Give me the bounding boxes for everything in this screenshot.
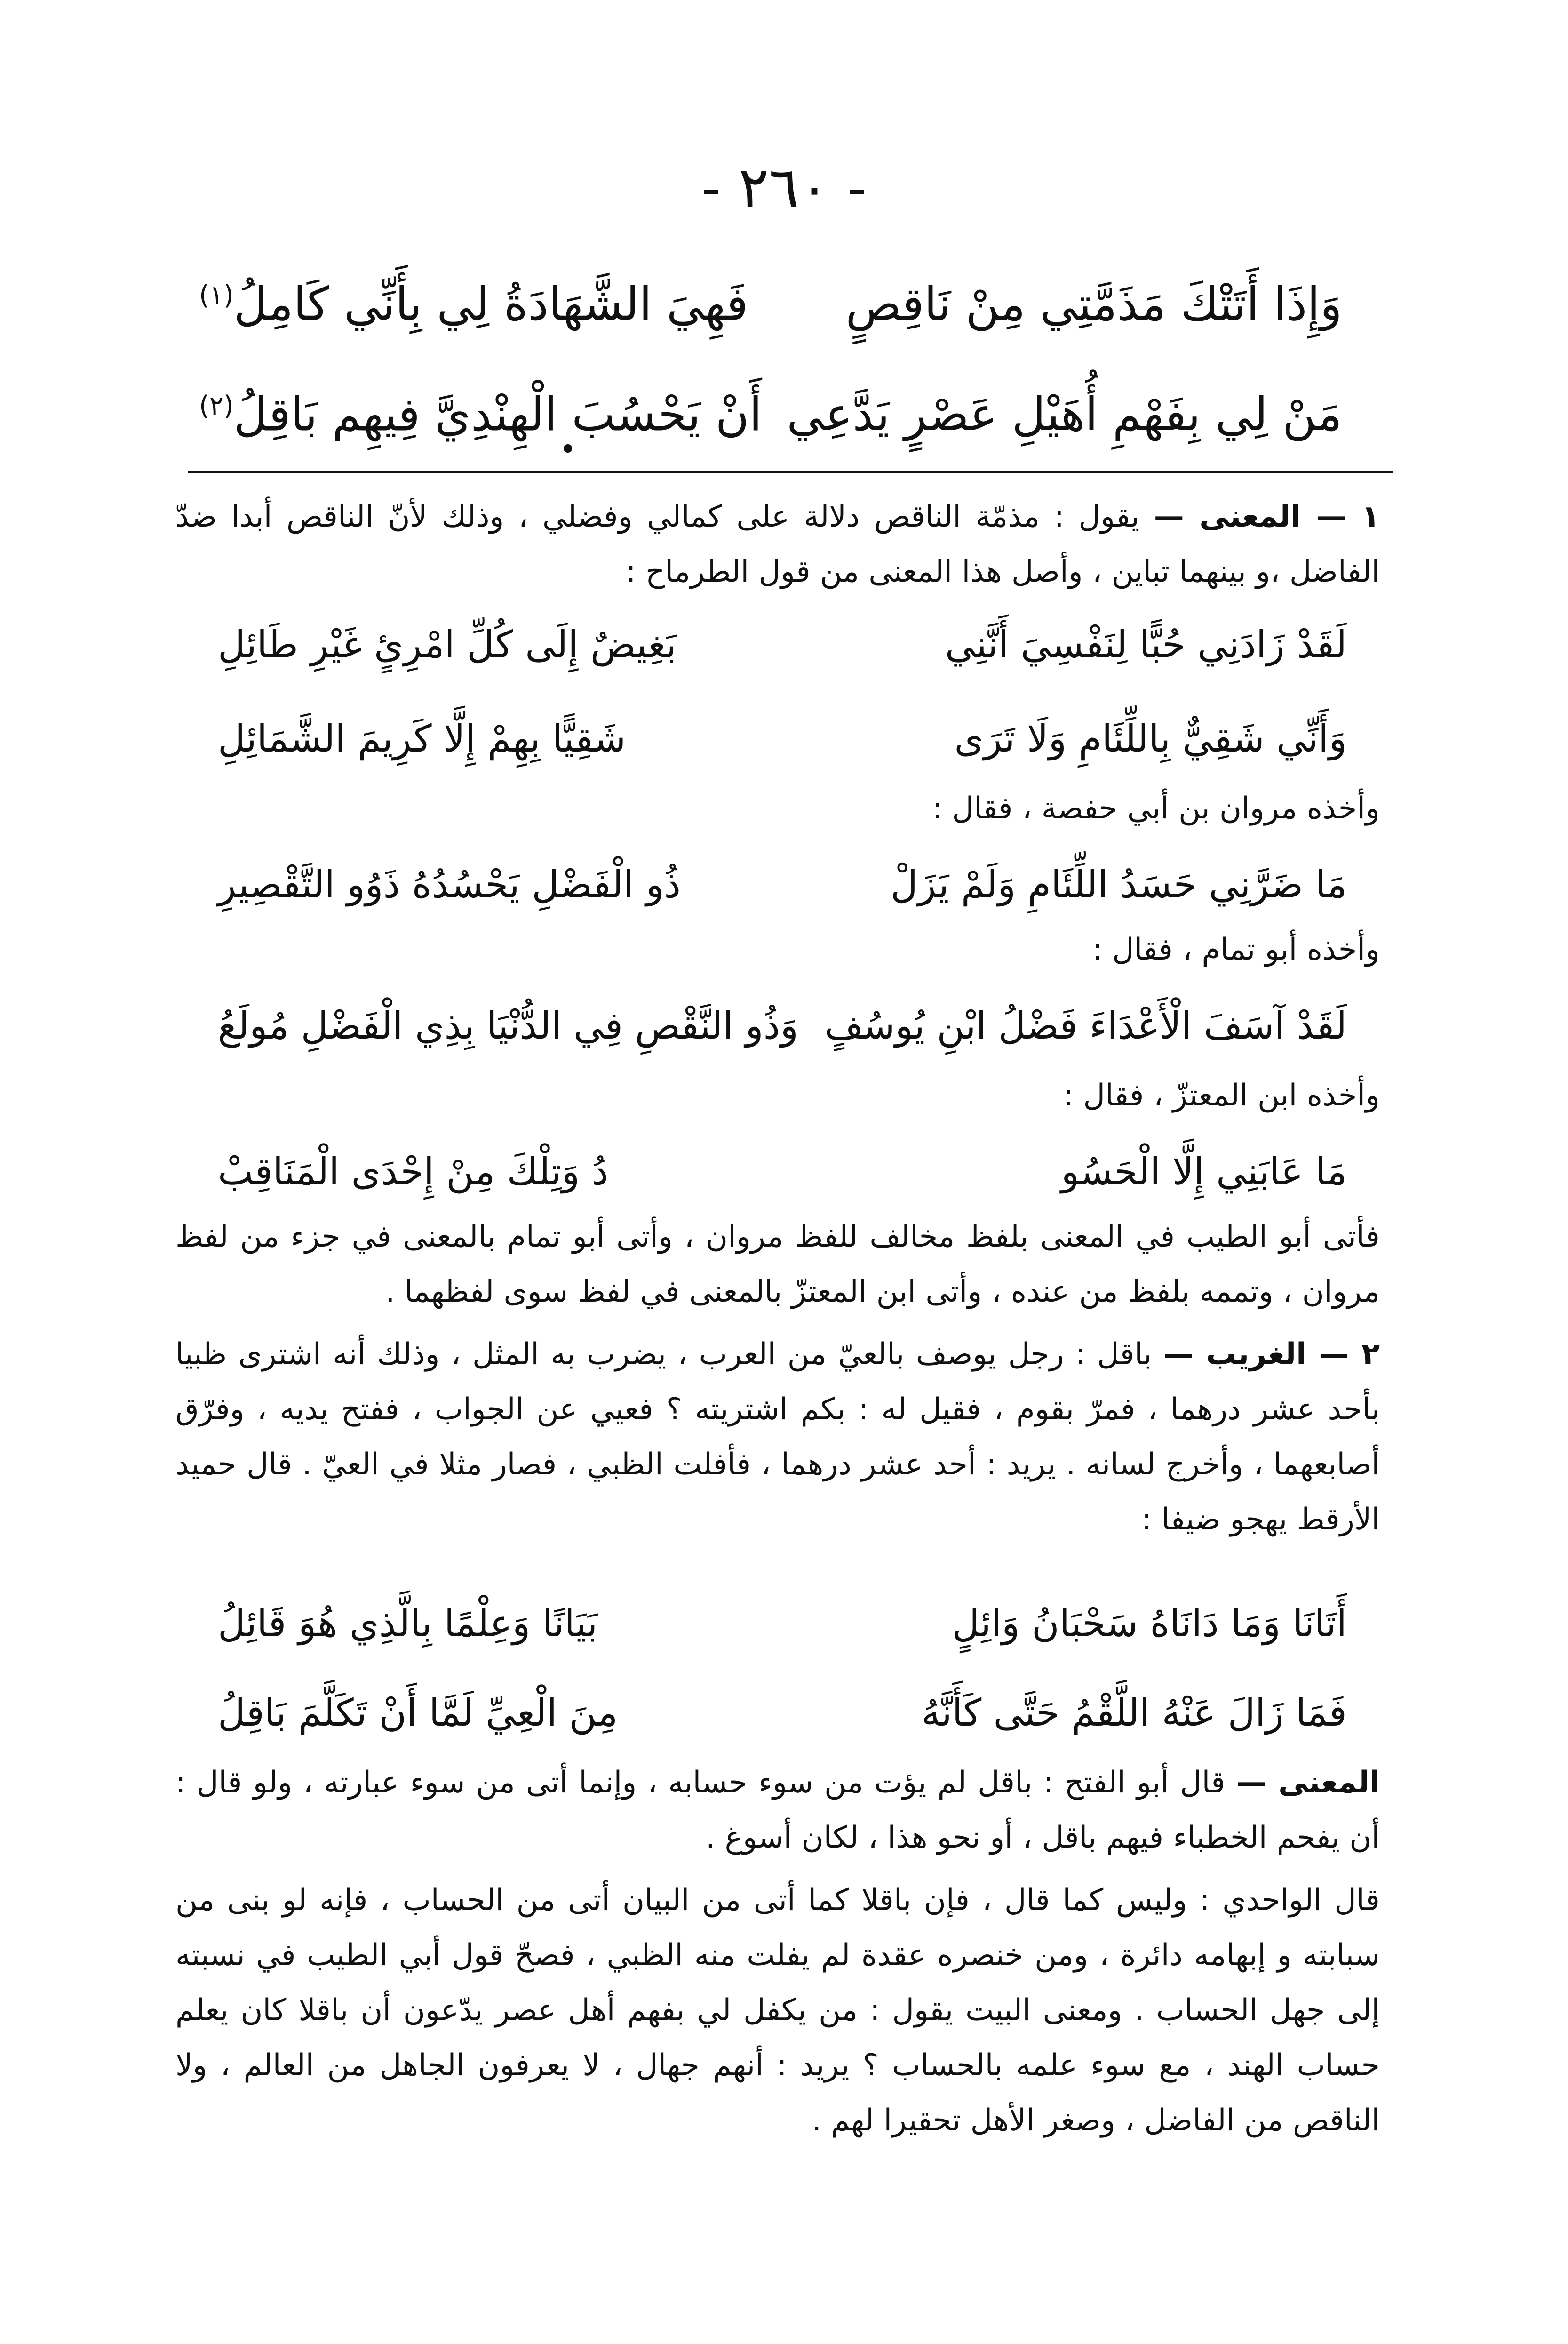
verse-hemistich-second [199, 245, 748, 355]
verse-hemistich-second: بَيَانًا وَعِلْمًا بِالَّذِي هُوَ قَائِلُ [218, 1601, 598, 1645]
footnote-1-lead: ١ — المعنى — [1154, 499, 1380, 534]
comparison-paragraph: فأتى أبو الطيب في المعنى بلفظ مخالف للفظ مروان ، وأتى أبو تمام بالمعنى في جزء من لفظ مروان ، وتممه بلفظ من عنده ، وأتى ابن المعتزّ بالمعنى في لفظ سوى لفظهما . [175, 1219, 1380, 1309]
verse-hemistich-second: دُ وَتِلْكَ مِنْ إِحْدَى الْمَنَاقِبْ [218, 1150, 609, 1193]
humayd-verse-1 [218, 1586, 1347, 1661]
verse-hemistich-first: لَقَدْ آسَفَ الْأَعْدَاءَ فَضْلُ ابْنِ يُوسُفٍ [824, 1004, 1347, 1048]
meaning-paragraph [175, 1755, 1380, 1865]
verse-hemistich-second: وَذُو النَّقْصِ فِي الدُّنْيَا بِذِي الْفَضْلِ مُولَعُ [218, 1004, 799, 1048]
meaning-text: قال أبو الفتح : باقل لم يؤت من سوء حسابه ، وإنما أتى من سوء عبارته ، ولو قال : أن يفحم الخطباء فيهم باقل ، أو نحو هذا ، لكان أسوغ . [175, 1765, 1380, 1855]
ibnmutazz-intro: وأخذه ابن المعتزّ ، فقال : [1063, 1078, 1380, 1113]
verse-hemistich-second: ذُو الْفَضْلِ يَحْسُدُهُ ذَوُو التَّقْصِيرِ [218, 863, 681, 906]
tirimmah-verse-1 [218, 607, 1347, 682]
verse-hemistich-first: مَنْ لِي بِفَهْمِ أُهَيْلِ عَصْرٍ يَدَّعِي [787, 388, 1342, 442]
footnote-marker-2: (٢) [199, 390, 234, 421]
footnote-divider [188, 471, 1393, 473]
verse-hemistich-second: شَقِيًّا بِهِمْ إِلَّا كَرِيمَ الشَّمَائِلِ [218, 717, 626, 760]
footnote-1-text: يقول : مذمّة الناقص دلالة على كمالي وفضلي ، وذلك لأنّ الناقص أبدا ضدّ الفاضل ،و بينهما تباين ، وأصل هذا المعنى من قول الطرماح : [175, 499, 1380, 589]
main-verses [199, 245, 1342, 465]
verse-hemistich-first: وَأَنِّي شَقِيٌّ بِاللِّئَامِ وَلَا تَرَى [954, 717, 1347, 760]
marwan-verse [218, 847, 1347, 922]
verse-hemistich-second-text: أَنْ يَحْسُبَ الْهِنْدِيَّ فِيهِم بَاقِلُ [233, 388, 762, 442]
decorative-dot [564, 444, 572, 453]
verse-hemistich-second: مِنَ الْعِيِّ لَمَّا أَنْ تَكَلَّمَ بَاقِلُ [218, 1691, 618, 1735]
marwan-intro: وأخذه مروان بن أبي حفصة ، فقال : [932, 791, 1380, 826]
verse-hemistich-first: لَقَدْ زَادَنِي حُبًّا لِنَفْسِيَ أَنَّنِي [945, 623, 1347, 666]
verse-hemistich-first: مَا ضَرَّنِي حَسَدُ اللِّئَامِ وَلَمْ يَزَلْ [890, 863, 1347, 906]
main-verse-1 [199, 245, 1342, 355]
verse-hemistich-first: فَمَا زَالَ عَنْهُ اللَّقْمُ حَتَّى كَأَنَّهُ [921, 1691, 1347, 1735]
verse-hemistich-first: مَا عَابَنِي إِلَّا الْحَسُو [1061, 1150, 1347, 1193]
main-verse-2 [199, 355, 1342, 466]
meaning-lead: المعنى — [1236, 1765, 1380, 1800]
verse-hemistich-first: وَإِذَا أَتَتْكَ مَذَمَّتِي مِنْ نَاقِصٍ [845, 277, 1342, 331]
verse-hemistich-second [199, 355, 762, 466]
footnote-2 [175, 1327, 1380, 1547]
humayd-verse-2 [218, 1675, 1347, 1751]
verse-hemistich-second-text: فَهِيَ الشَّهَادَةُ لِي بِأَنِّي كَامِلُ [233, 277, 748, 331]
ibnmutazz-verse [218, 1134, 1347, 1209]
wahidi-paragraph: قال الواحدي : وليس كما قال ، فإن باقلا كما أتى من البيان أتى من الحساب ، فإنه لو بنى من سبابته و إبهامه دائرة ، ومن خنصره عقدة لم يفلت منه الظبي ، فصحّ قول أبي الطيب في نسبته إلى جهل الحساب . ومعنى البيت يقول : من يكفل لي بفهم أهل عصر يدّعون أن باقلا كان يعلم حساب الهند ، مع سوء علمه بالحساب ؟ يريد : أنهم جهال ، لا يعرفون الجاهل من العالم ، ولا الناقص من الفاضل ، وصغر الأهل تحقيرا لهم . [175, 1883, 1380, 2138]
abutammam-intro: وأخذه أبو تمام ، فقال : [1092, 932, 1380, 967]
footnote-1 [175, 489, 1380, 600]
footnote-2-lead: ٢ — الغريب — [1163, 1337, 1380, 1372]
footnote-2-text: باقل : رجل يوصف بالعيّ من العرب ، يضرب به المثل ، وذلك أنه اشترى ظبيا بأحد عشر درهما ، فمرّ بقوم ، فقيل له : بكم اشتريته ؟ فعيي عن الجواب ، ففتح يديه ، وفرّق أصابعهما ، وأخرج لسانه . يريد : أحد عشر درهما ، فأفلت الظبي ، فصار مثلا في العيّ . قال حميد الأرقط يهجو ضيفا : [175, 1337, 1380, 1537]
page-number: - ٢٦٠ - [701, 155, 867, 221]
abutammam-verse [218, 988, 1347, 1064]
verse-hemistich-first: أَتَانَا وَمَا دَانَاهُ سَحْبَانُ وَائِلٍ [952, 1601, 1347, 1645]
verse-hemistich-second: بَغِيضٌ إِلَى كُلِّ امْرِئٍ غَيْرِ طَائِلِ [218, 623, 677, 666]
tirimmah-verse-2 [218, 701, 1347, 776]
footnote-marker-1: (١) [199, 280, 234, 311]
